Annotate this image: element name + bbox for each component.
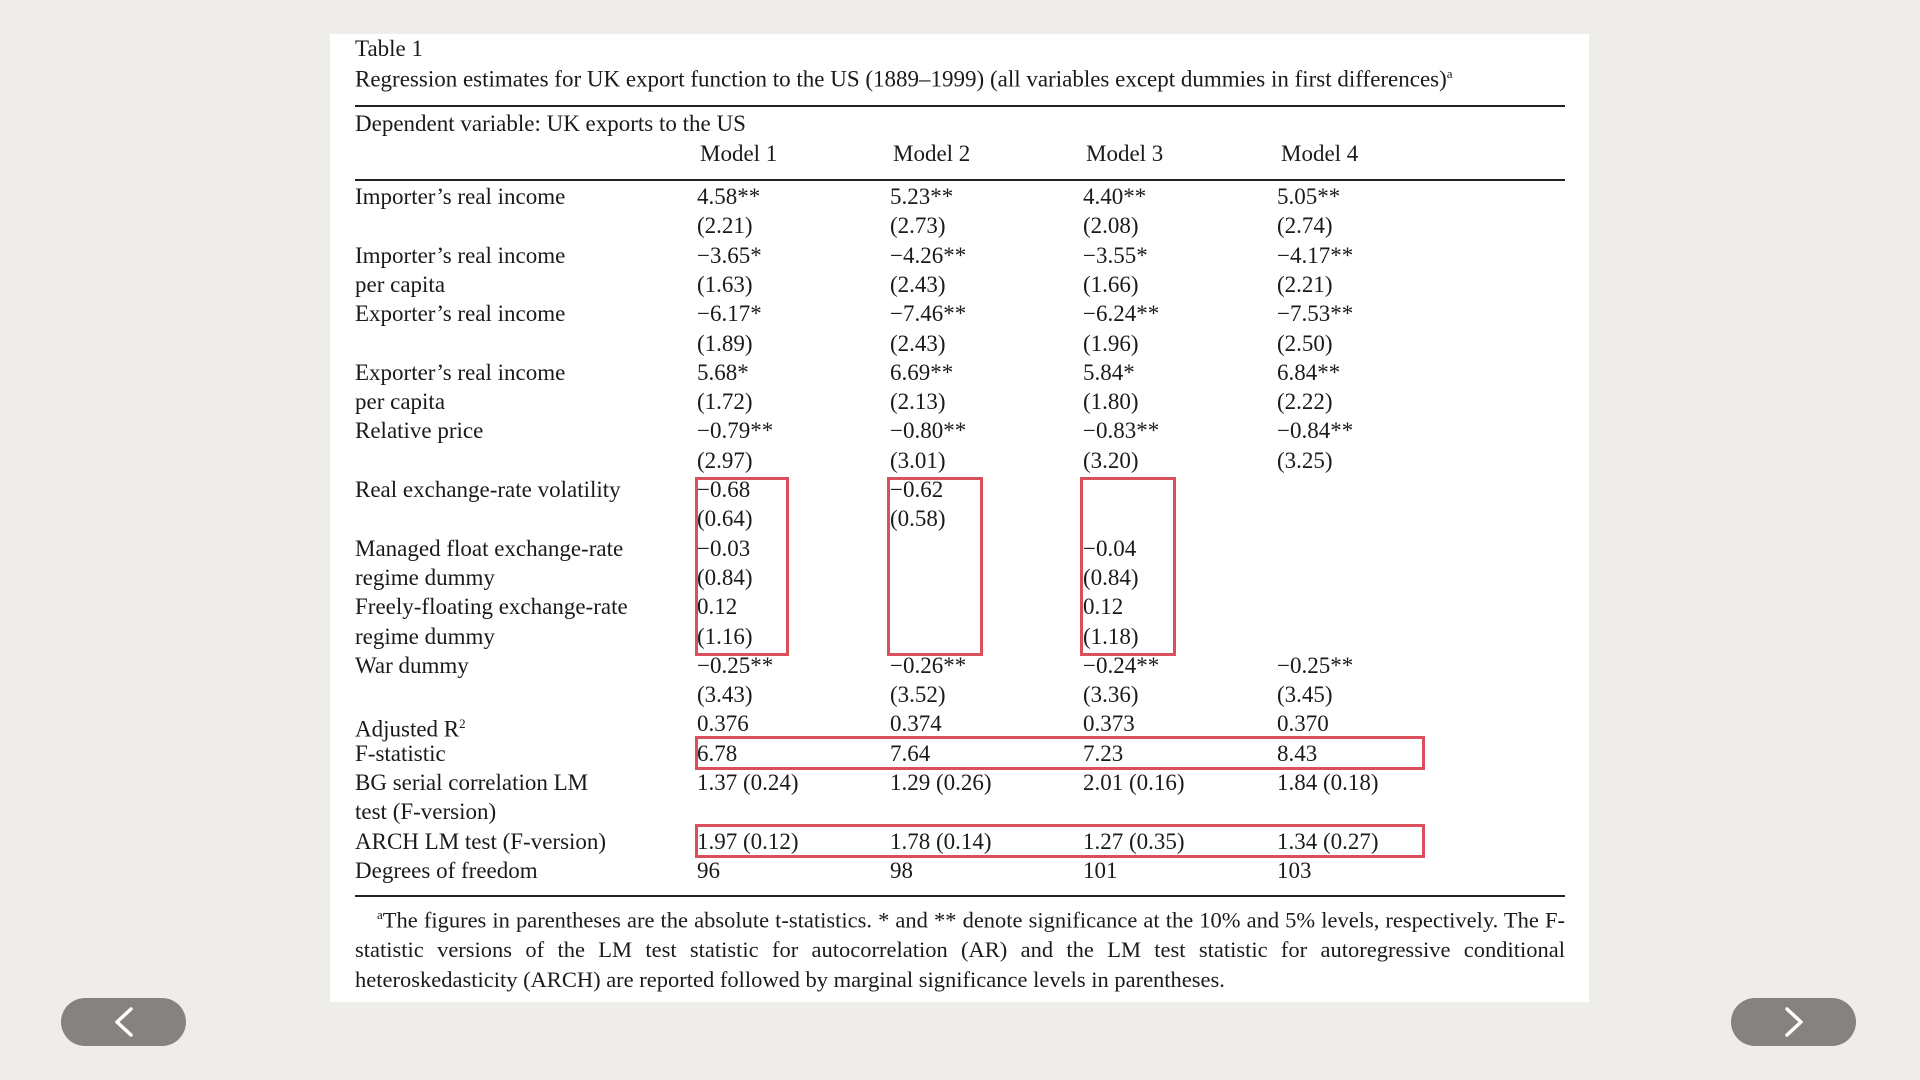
table-cell-model-2: (0.58) [890, 506, 946, 532]
table-cell-model-2: −0.26** [890, 652, 967, 678]
highlight-f-statistic [695, 736, 1425, 770]
regression-table [355, 34, 1565, 1002]
row-label: War dummy [355, 652, 469, 678]
table-cell-model-1: (1.16) [697, 623, 753, 649]
table-cell-model-3: −0.24** [1083, 652, 1160, 678]
table-cell-model-4: 5.05** [1277, 184, 1341, 209]
table-cell-model-1: 6.78 [697, 740, 738, 766]
table-cell-model-3: (1.66) [1083, 271, 1139, 297]
table-cell-model-4: (3.25) [1277, 447, 1333, 473]
row-label: Importer’s real income [355, 184, 566, 209]
table-cell-model-2: (2.73) [890, 213, 946, 239]
row-label: Exporter’s real income [355, 301, 566, 327]
table-cell-model-2: 6.69** [890, 359, 954, 385]
table-cell-model-2: (2.43) [890, 271, 946, 297]
table-cell-model-1: 5.68* [697, 359, 749, 385]
row-label: per capita [355, 271, 446, 297]
table-cell-model-1: −0.68 [697, 477, 751, 502]
row-label: per capita [355, 389, 446, 415]
table-cell-model-1: −0.03 [697, 535, 751, 561]
table-cell-model-2: −0.80** [890, 418, 967, 444]
model-3-header: Model 3 [1086, 141, 1164, 166]
table-cell-model-1: (2.97) [697, 447, 753, 473]
table-cell-model-1: 96 [697, 857, 720, 883]
table-label: Table 1 [355, 36, 424, 61]
table-cell-model-2: 7.64 [890, 740, 931, 766]
table-cell-model-1: −0.25** [697, 652, 774, 678]
table-cell-model-1: (1.63) [697, 271, 753, 297]
table-cell-model-3: 101 [1083, 857, 1118, 883]
row-label: test (F-version) [355, 799, 497, 825]
table-cell-model-4: (3.45) [1277, 682, 1333, 708]
header-rule [355, 179, 1565, 181]
table-cell-model-2: −0.62 [890, 477, 944, 502]
model-4-header: Model 4 [1281, 141, 1359, 166]
highlight-model2-volatility [887, 477, 983, 656]
table-cell-model-3: 0.12 [1083, 594, 1124, 620]
table-top-rule [355, 105, 1565, 107]
slide [330, 34, 1589, 1002]
table-cell-model-2: 5.23** [890, 184, 954, 209]
table-cell-model-3: −6.24** [1083, 301, 1160, 327]
table-cell-model-1: 4.58** [697, 184, 761, 209]
table-cell-model-3: 7.23 [1083, 740, 1124, 766]
table-footnote: $^a$The figures in parentheses are the absolute t-statistics. * and ** denote significance at the 10% and 5% levels, respectively. The F-statistic versions of the LM test statistic for autocorrelation (AR) and the LM test statistic for autoregressive conditional heteroskedasticity (ARCH) are reported followed by marginal significance levels in parentheses. [355, 907, 1565, 992]
chevron-left-icon [109, 1007, 139, 1037]
table-cell-model-2: −4.26** [890, 242, 967, 268]
row-label: BG serial correlation LM [355, 770, 589, 795]
table-cell-model-4: −0.25** [1277, 652, 1354, 678]
table-title: Regression estimates for UK export function to the US (1889–1999) (all variables except dummies in first differences)$^a$ [355, 66, 1453, 92]
chevron-right-icon [1779, 1007, 1809, 1037]
table-cell-model-4: −0.84** [1277, 418, 1354, 444]
table-cell-model-1: 1.97 (0.12) [697, 828, 799, 854]
table-cell-model-1: −6.17* [697, 301, 762, 327]
table-cell-model-2: 0.374 [890, 711, 942, 737]
table-cell-model-3: −0.83** [1083, 418, 1160, 444]
row-label: Freely-floating exchange-rate [355, 594, 628, 620]
table-cell-model-3: (3.20) [1083, 447, 1139, 473]
highlight-model3-regime [1080, 477, 1176, 656]
table-cell-model-3: −3.55* [1083, 242, 1148, 268]
dependent-variable: Dependent variable: UK exports to the US [355, 111, 746, 136]
table-cell-model-1: (1.89) [697, 330, 753, 356]
table-cell-model-2: 1.29 (0.26) [890, 770, 992, 795]
table-cell-model-1: −0.79** [697, 418, 774, 444]
row-label: Exporter’s real income [355, 359, 566, 385]
table-cell-model-4: 6.84** [1277, 359, 1341, 385]
table-cell-model-3: (3.36) [1083, 682, 1139, 708]
prev-slide-button[interactable] [61, 998, 186, 1046]
table-cell-model-1: 0.12 [697, 594, 738, 620]
highlight-model1-volatility [695, 477, 789, 656]
table-cell-model-4: 1.84 (0.18) [1277, 770, 1379, 795]
row-label: Adjusted $R^2$ [355, 716, 466, 743]
table-cell-model-1: (2.21) [697, 213, 753, 239]
row-label: Importer’s real income [355, 242, 566, 268]
table-cell-model-4: (2.21) [1277, 271, 1333, 297]
table-cell-model-4: −4.17** [1277, 242, 1354, 268]
table-cell-model-2: 98 [890, 857, 913, 883]
table-cell-model-4: (2.74) [1277, 213, 1333, 239]
table-cell-model-3: 4.40** [1083, 184, 1147, 209]
table-cell-model-1: −3.65* [697, 242, 762, 268]
table-cell-model-3: 2.01 (0.16) [1083, 770, 1185, 795]
table-cell-model-4: −7.53** [1277, 301, 1354, 327]
row-label: F-statistic [355, 740, 446, 766]
table-cell-model-1: (0.64) [697, 506, 753, 532]
highlight-arch-test [695, 824, 1425, 858]
row-label: Degrees of freedom [355, 857, 538, 883]
table-cell-model-4: 103 [1277, 857, 1312, 883]
row-label: regime dummy [355, 623, 495, 649]
table-cell-model-3: (1.96) [1083, 330, 1139, 356]
table-cell-model-4: (2.50) [1277, 330, 1333, 356]
table-cell-model-4: 1.34 (0.27) [1277, 828, 1379, 854]
row-label: Relative price [355, 418, 484, 444]
table-cell-model-4: 8.43 [1277, 740, 1318, 766]
table-cell-model-3: (1.80) [1083, 389, 1139, 415]
table-cell-model-3: −0.04 [1083, 535, 1137, 561]
row-label: ARCH LM test (F-version) [355, 828, 607, 854]
row-label: Real exchange-rate volatility [355, 477, 621, 502]
table-cell-model-3: 0.373 [1083, 711, 1135, 737]
table-cell-model-1: 0.376 [697, 711, 749, 737]
row-label: Managed float exchange-rate [355, 535, 624, 561]
next-slide-button[interactable] [1731, 998, 1856, 1046]
table-cell-model-4: (2.22) [1277, 389, 1333, 415]
table-cell-model-1: 1.37 (0.24) [697, 770, 799, 795]
table-cell-model-4: 0.370 [1277, 711, 1329, 737]
table-cell-model-2: (3.01) [890, 447, 946, 473]
table-cell-model-2: (2.13) [890, 389, 946, 415]
table-cell-model-1: (0.84) [697, 564, 753, 590]
table-cell-model-3: (0.84) [1083, 564, 1139, 590]
table-cell-model-2: −7.46** [890, 301, 967, 327]
model-2-header: Model 2 [893, 141, 971, 166]
table-cell-model-3: (2.08) [1083, 213, 1139, 239]
table-cell-model-3: 1.27 (0.35) [1083, 828, 1185, 854]
model-1-header: Model 1 [700, 141, 778, 166]
row-label: regime dummy [355, 564, 495, 590]
table-cell-model-3: (1.18) [1083, 623, 1139, 649]
table-cell-model-2: (2.43) [890, 330, 946, 356]
table-cell-model-1: (1.72) [697, 389, 753, 415]
table-cell-model-2: (3.52) [890, 682, 946, 708]
table-cell-model-1: (3.43) [697, 682, 753, 708]
table-cell-model-2: 1.78 (0.14) [890, 828, 992, 854]
table-cell-model-3: 5.84* [1083, 359, 1135, 385]
table-bottom-rule [355, 895, 1565, 897]
